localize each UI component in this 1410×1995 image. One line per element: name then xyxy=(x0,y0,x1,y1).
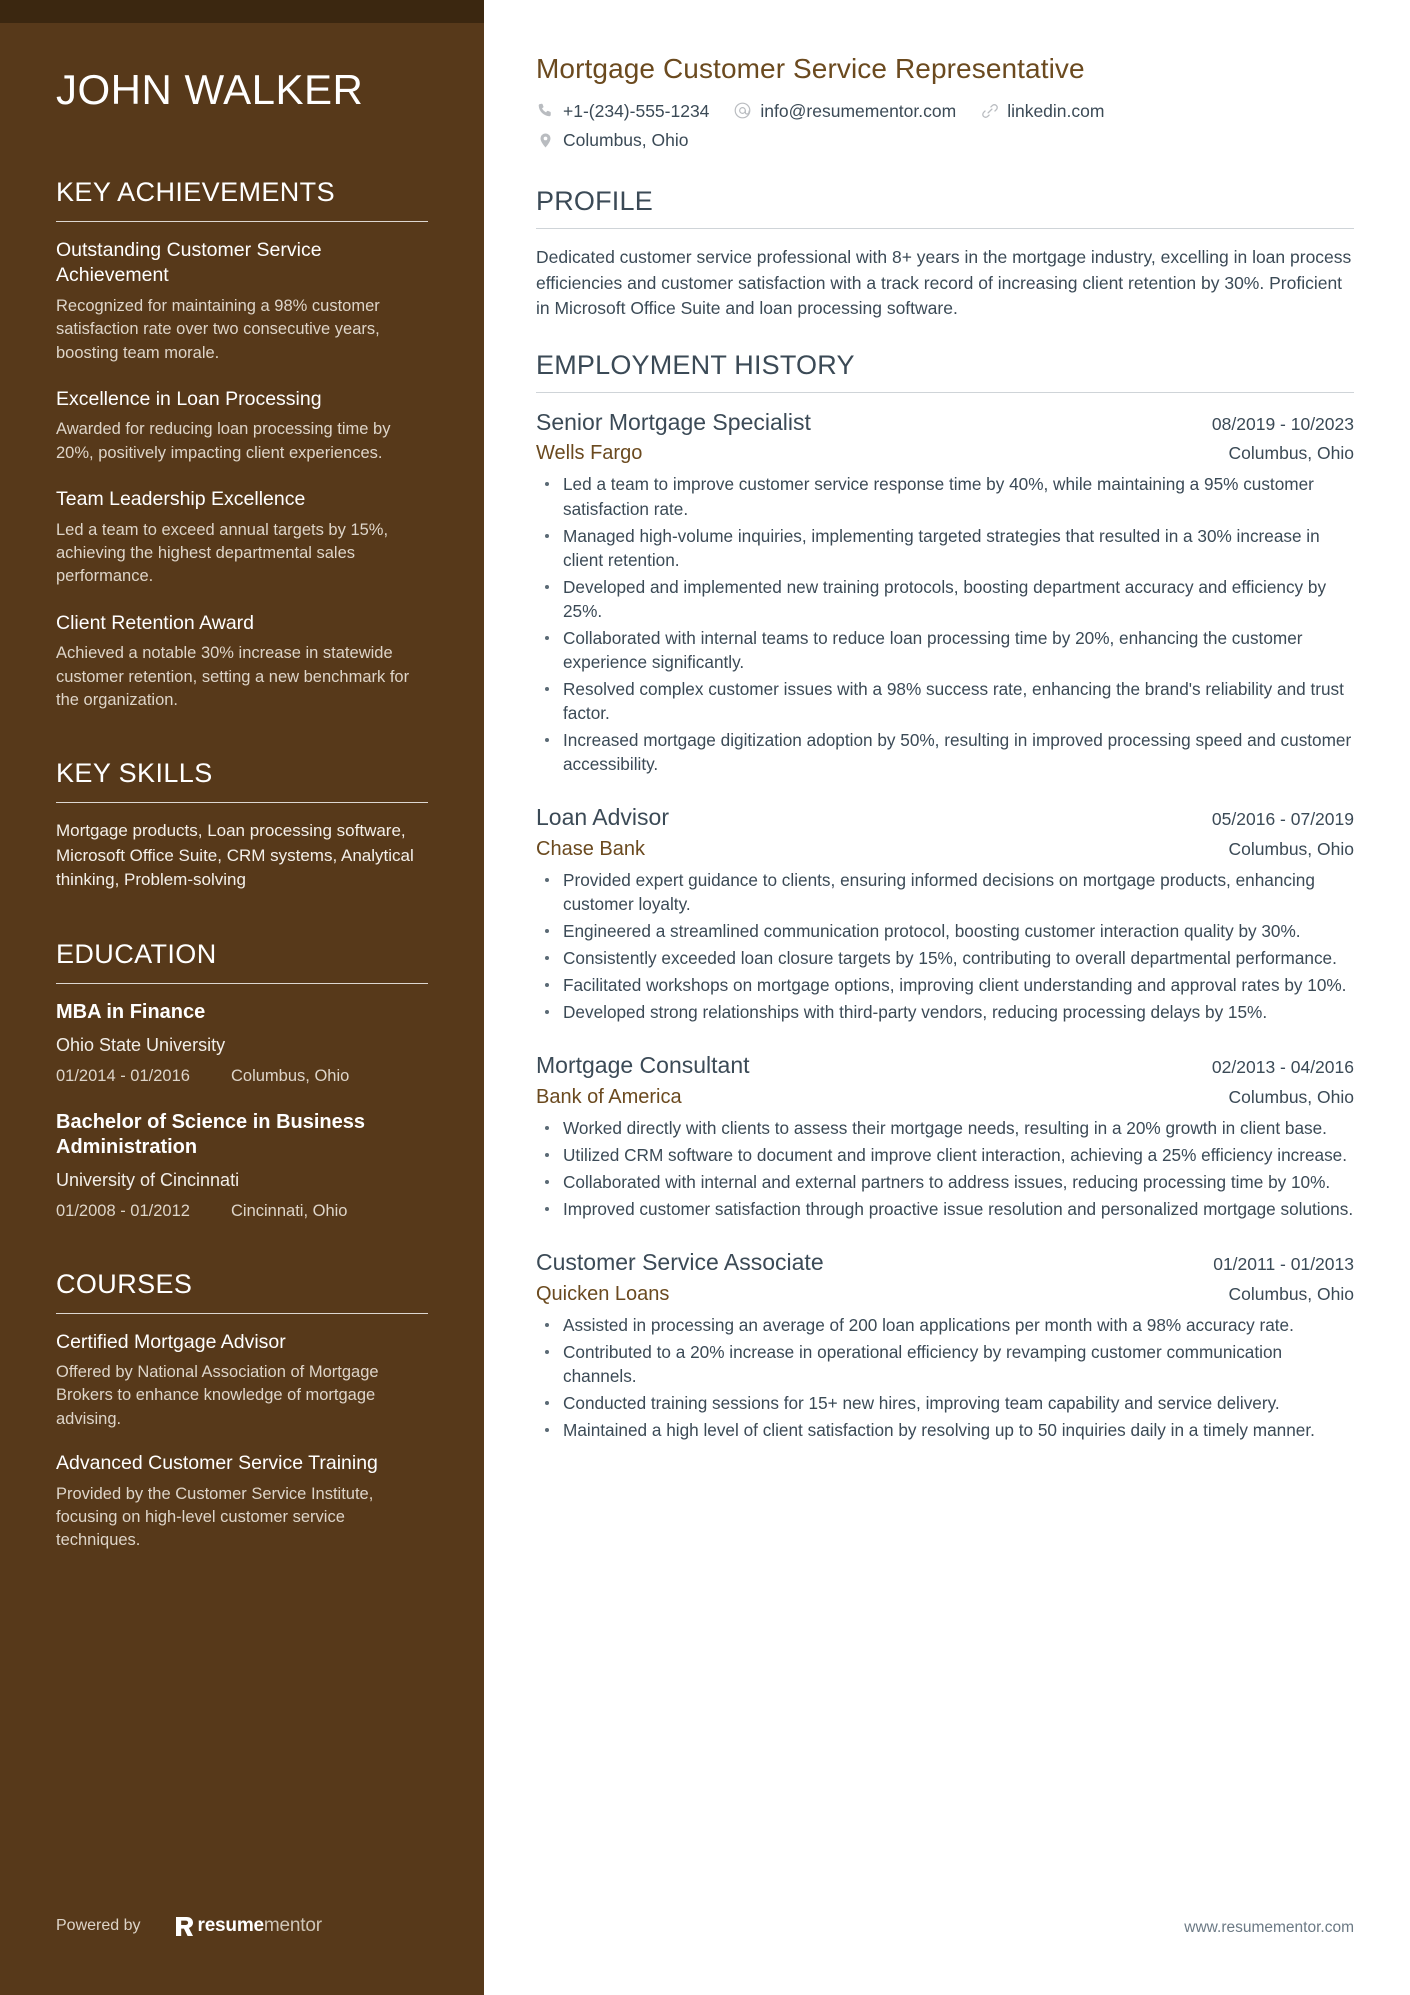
contact-details xyxy=(536,100,1354,153)
experience-header xyxy=(536,1052,1354,1080)
experience-bullets xyxy=(536,472,1354,776)
education-degree: Bachelor of Science in Business Administration xyxy=(56,1110,365,1158)
experience-header xyxy=(536,1249,1354,1277)
job-title-headline: Mortgage Customer Service Representative xyxy=(536,53,1085,84)
experience-bullet: Assisted in processing an average of 200 loan applications per month with a 98% accuracy rate. xyxy=(536,1313,1354,1337)
section-key-skills xyxy=(56,758,428,892)
experience-bullet: Maintained a high level of client satisfaction by resolving up to 50 inquiries daily in a timely manner. xyxy=(536,1418,1354,1442)
experience-bullet: Improved customer satisfaction through proactive issue resolution and personalized mortgage solutions. xyxy=(536,1197,1354,1221)
experience-item xyxy=(536,804,1354,1024)
education-heading: EDUCATION xyxy=(56,938,217,969)
key-achievements-heading: KEY ACHIEVEMENTS xyxy=(56,177,335,208)
education-dates: 01/2014 - 01/2016 xyxy=(56,1067,190,1086)
experience-bullet: Utilized CRM software to document and improve client interaction, achieving a 25% efficiency increase. xyxy=(536,1143,1354,1167)
course-description: Offered by National Association of Mortgage Brokers to enhance knowledge of mortgage advising. xyxy=(56,1362,379,1428)
experience-bullet: Developed and implemented new training protocols, boosting department accuracy and efficiency by 25%. xyxy=(536,575,1354,623)
brand-name-light: mentor xyxy=(263,1915,322,1936)
experience-bullet: Resolved complex customer issues with a 98% success rate, enhancing the brand's reliability and trust factor. xyxy=(536,677,1354,725)
contact-phone[interactable] xyxy=(536,100,709,123)
experience-item xyxy=(536,1052,1354,1221)
experience-bullet: Facilitated workshops on mortgage options, improving client understanding and approval rates by 10%. xyxy=(536,973,1354,997)
experience-bullet: Managed high-volume inquiries, implementing targeted strategies that resulted in a 30% increase in client retention. xyxy=(536,524,1354,572)
experience-location: Columbus, Ohio xyxy=(1228,443,1354,464)
sidebar xyxy=(0,0,484,1995)
achievement-item xyxy=(56,487,428,589)
experience-dates: 02/2013 - 04/2016 xyxy=(1211,1057,1354,1078)
experience-bullet: Developed strong relationships with third-party vendors, reducing processing delays by 15%. xyxy=(536,1000,1354,1024)
achievement-title: Outstanding Customer Service Achievement xyxy=(56,239,322,287)
contact-website-value: linkedin.com xyxy=(1007,100,1105,121)
contact-location xyxy=(536,129,688,152)
link-icon xyxy=(980,101,999,120)
course-item xyxy=(56,1330,428,1432)
experience-subheader xyxy=(536,1282,1354,1306)
section-divider xyxy=(536,228,1354,229)
resumementor-mark-icon xyxy=(175,1916,194,1937)
experience-bullets xyxy=(536,1313,1354,1442)
section-education xyxy=(56,939,428,1223)
experience-bullet: Engineered a streamlined communication protocol, boosting customer interaction quality by 30%. xyxy=(536,919,1354,943)
education-meta xyxy=(56,1066,428,1087)
course-item xyxy=(56,1451,428,1553)
section-profile xyxy=(536,186,1354,322)
section-key-achievements xyxy=(56,177,428,712)
experience-location: Columbus, Ohio xyxy=(1228,1283,1354,1304)
experience-bullet: Consistently exceeded loan closure targets by 15%, contributing to overall departmental performance. xyxy=(536,946,1354,970)
section-divider xyxy=(56,1313,428,1314)
achievement-description: Awarded for reducing loan processing time by 20%, positively impacting client experiences. xyxy=(56,420,391,462)
employment-history-heading: EMPLOYMENT HISTORY xyxy=(536,349,855,380)
experience-dates: 01/2011 - 01/2013 xyxy=(1213,1254,1354,1275)
experience-bullet: Collaborated with internal teams to reduce loan processing time by 20%, enhancing the customer experience significantly. xyxy=(536,626,1354,674)
experience-job-title: Mortgage Consultant xyxy=(536,1052,750,1079)
experience-bullets xyxy=(536,868,1354,1024)
experience-bullet: Increased mortgage digitization adoption by 50%, resulting in improved processing speed and customer accessibility. xyxy=(536,728,1354,776)
candidate-name: JOHN WALKER xyxy=(56,66,364,113)
education-location: Columbus, Ohio xyxy=(231,1067,350,1086)
course-title: Advanced Customer Service Training xyxy=(56,1452,378,1475)
section-employment-history xyxy=(536,350,1354,1443)
experience-header xyxy=(536,409,1354,437)
location-pin-icon xyxy=(536,131,555,150)
experience-subheader xyxy=(536,837,1354,861)
section-divider xyxy=(56,802,428,803)
main-column xyxy=(484,0,1410,1995)
experience-dates: 08/2019 - 10/2023 xyxy=(1211,413,1354,434)
experience-dates: 05/2016 - 07/2019 xyxy=(1211,809,1354,830)
profile-text: Dedicated customer service professional with 8+ years in the mortgage industry, excelling in loan process efficiencies and customer satisfaction with a track record of increasing client retention by 30%. Proficient in Microsoft Office Suite and loan processing software. xyxy=(536,247,1352,319)
experience-bullet: Led a team to improve customer service response time by 40%, while maintaining a 95% customer satisfaction rate. xyxy=(536,472,1354,520)
experience-bullet: Worked directly with clients to assess their mortgage needs, resulting in a 20% growth in client base. xyxy=(536,1116,1354,1140)
experience-bullet: Conducted training sessions for 15+ new hires, improving team capability and service delivery. xyxy=(536,1391,1354,1415)
key-skills-list: Mortgage products, Loan processing software, Microsoft Office Suite, CRM systems, Analytical thinking, Problem-solving xyxy=(56,821,414,890)
footer-website-url: www.resumementor.com xyxy=(1184,1919,1354,1936)
experience-subheader xyxy=(536,1085,1354,1109)
experience-company: Wells Fargo xyxy=(536,442,643,465)
experience-job-title: Senior Mortgage Specialist xyxy=(536,408,811,435)
contact-row-location xyxy=(536,129,1354,152)
experience-company: Bank of America xyxy=(536,1086,682,1109)
experience-job-title: Loan Advisor xyxy=(536,804,669,831)
experience-job-title: Customer Service Associate xyxy=(536,1249,824,1276)
contact-email-value: info@resumementor.com xyxy=(760,100,957,121)
powered-by-label: Powered by xyxy=(56,1917,141,1934)
achievement-description: Led a team to exceed annual targets by 15%, achieving the highest departmental sales performance. xyxy=(56,520,389,586)
brand-name-bold: resume xyxy=(197,1915,264,1936)
education-school: Ohio State University xyxy=(56,1034,226,1055)
sidebar-footer xyxy=(56,1915,428,1937)
resumementor-logo xyxy=(175,1915,322,1937)
course-description: Provided by the Customer Service Institute, focusing on high-level customer service techniques. xyxy=(56,1484,374,1550)
experience-company: Quicken Loans xyxy=(536,1282,670,1305)
experience-bullet: Collaborated with internal and external partners to address issues, reducing processing time by 10%. xyxy=(536,1170,1354,1194)
education-location: Cincinnati, Ohio xyxy=(231,1202,348,1221)
phone-icon xyxy=(536,101,555,120)
experience-company: Chase Bank xyxy=(536,837,645,860)
experience-bullet: Provided expert guidance to clients, ensuring informed decisions on mortgage products, enhancing customer loyalty. xyxy=(536,868,1354,916)
achievement-description: Recognized for maintaining a 98% customer satisfaction rate over two consecutive years, boosting team morale. xyxy=(56,296,380,362)
experience-bullets xyxy=(536,1116,1354,1221)
contact-row-primary xyxy=(536,100,1354,123)
section-divider xyxy=(56,983,428,984)
achievement-item xyxy=(56,238,428,365)
achievement-title: Client Retention Award xyxy=(56,611,255,634)
experience-bullet: Contributed to a 20% increase in operational efficiency by revamping customer communication channels. xyxy=(536,1340,1354,1388)
education-item xyxy=(56,1110,428,1223)
course-title: Certified Mortgage Advisor xyxy=(56,1330,286,1353)
experience-item xyxy=(536,409,1354,777)
experience-subheader xyxy=(536,441,1354,465)
education-dates: 01/2008 - 01/2012 xyxy=(56,1202,190,1221)
achievement-item xyxy=(56,387,428,465)
contact-website[interactable] xyxy=(980,100,1104,123)
courses-heading: COURSES xyxy=(56,1268,193,1299)
section-courses xyxy=(56,1269,428,1553)
achievement-item xyxy=(56,611,428,713)
education-school: University of Cincinnati xyxy=(56,1169,240,1190)
sidebar-content xyxy=(56,0,428,1553)
at-sign-icon xyxy=(733,101,752,120)
experience-location: Columbus, Ohio xyxy=(1228,1087,1354,1108)
experience-header xyxy=(536,804,1354,832)
section-divider xyxy=(536,392,1354,393)
education-degree: MBA in Finance xyxy=(56,1000,206,1023)
achievement-title: Excellence in Loan Processing xyxy=(56,388,322,411)
contact-email[interactable] xyxy=(733,100,956,123)
education-meta xyxy=(56,1201,428,1222)
contact-phone-value: +1-(234)-555-1234 xyxy=(563,100,710,121)
contact-location-value: Columbus, Ohio xyxy=(563,130,689,151)
key-skills-heading: KEY SKILLS xyxy=(56,758,213,789)
profile-heading: PROFILE xyxy=(536,186,653,217)
achievement-description: Achieved a notable 30% increase in statewide customer retention, setting a new benchmark for the organization. xyxy=(56,644,410,710)
experience-location: Columbus, Ohio xyxy=(1228,838,1354,859)
experience-item xyxy=(536,1249,1354,1442)
education-item xyxy=(56,1000,428,1088)
section-divider xyxy=(56,221,428,222)
achievement-title: Team Leadership Excellence xyxy=(56,488,306,511)
